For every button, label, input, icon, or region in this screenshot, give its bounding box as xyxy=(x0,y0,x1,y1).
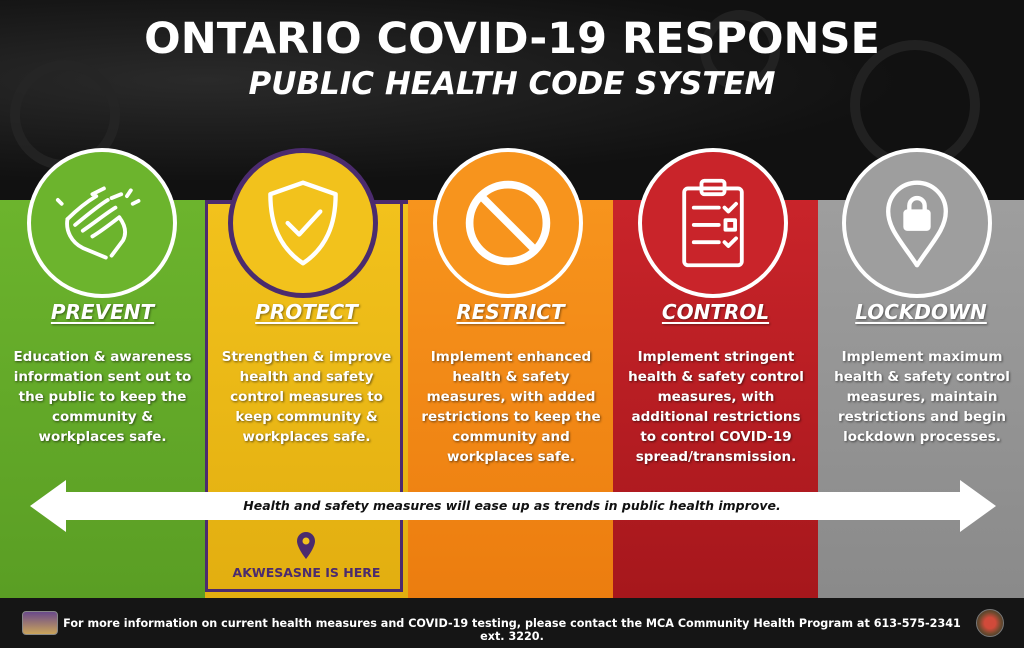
restrict-circle xyxy=(433,148,583,298)
hand-washing-icon xyxy=(54,175,150,271)
prevent-circle xyxy=(27,148,177,298)
control-description: Implement stringent health & safety control measures, with additional restrictions to control COVID-19 spread/transmission. xyxy=(628,349,804,465)
protect-title: PROTECT xyxy=(255,300,358,324)
prohibited-icon xyxy=(460,175,556,271)
lockdown-description: Implement maximum health & safety control measures, maintain restrictions and begin lockdown processes. xyxy=(834,349,1010,445)
prevent-description: Education & awareness information sent out to the public to keep the community & workplaces safe. xyxy=(13,349,192,445)
control-title: CONTROL xyxy=(661,300,770,324)
current-level-label: AKWESASNE IS HERE xyxy=(232,565,381,580)
footer-contact-text: For more information on current health measures and COVID-19 testing, please contact the MCA Community Health Program at 613-575-2341 ext. 3220. xyxy=(63,617,961,643)
location-lock-icon xyxy=(869,175,965,271)
page-title: ONTARIO COVID-19 RESPONSE xyxy=(144,14,880,64)
page-subtitle: PUBLIC HEALTH CODE SYSTEM xyxy=(248,66,776,102)
arrow-caption: Health and safety measures will ease up as trends in public health improve. xyxy=(243,498,781,513)
lockdown-circle xyxy=(842,148,992,298)
control-circle xyxy=(638,148,788,298)
lockdown-title: LOCKDOWN xyxy=(855,300,987,324)
seal-logo xyxy=(976,609,1004,637)
header xyxy=(0,14,1024,104)
protect-circle xyxy=(228,148,378,298)
restrict-title: RESTRICT xyxy=(456,300,565,324)
prevent-title: PREVENT xyxy=(50,300,155,324)
map-pin-icon xyxy=(296,532,316,560)
restrict-description: Implement enhanced health & safety measures, with added restrictions to keep the community and workplaces safe. xyxy=(421,349,601,465)
protect-description: Strengthen & improve health and safety control measures to keep community & workplaces safe. xyxy=(221,349,392,445)
clipboard-checklist-icon xyxy=(665,175,761,271)
shield-check-icon xyxy=(255,175,351,271)
mca-logo xyxy=(22,611,58,635)
